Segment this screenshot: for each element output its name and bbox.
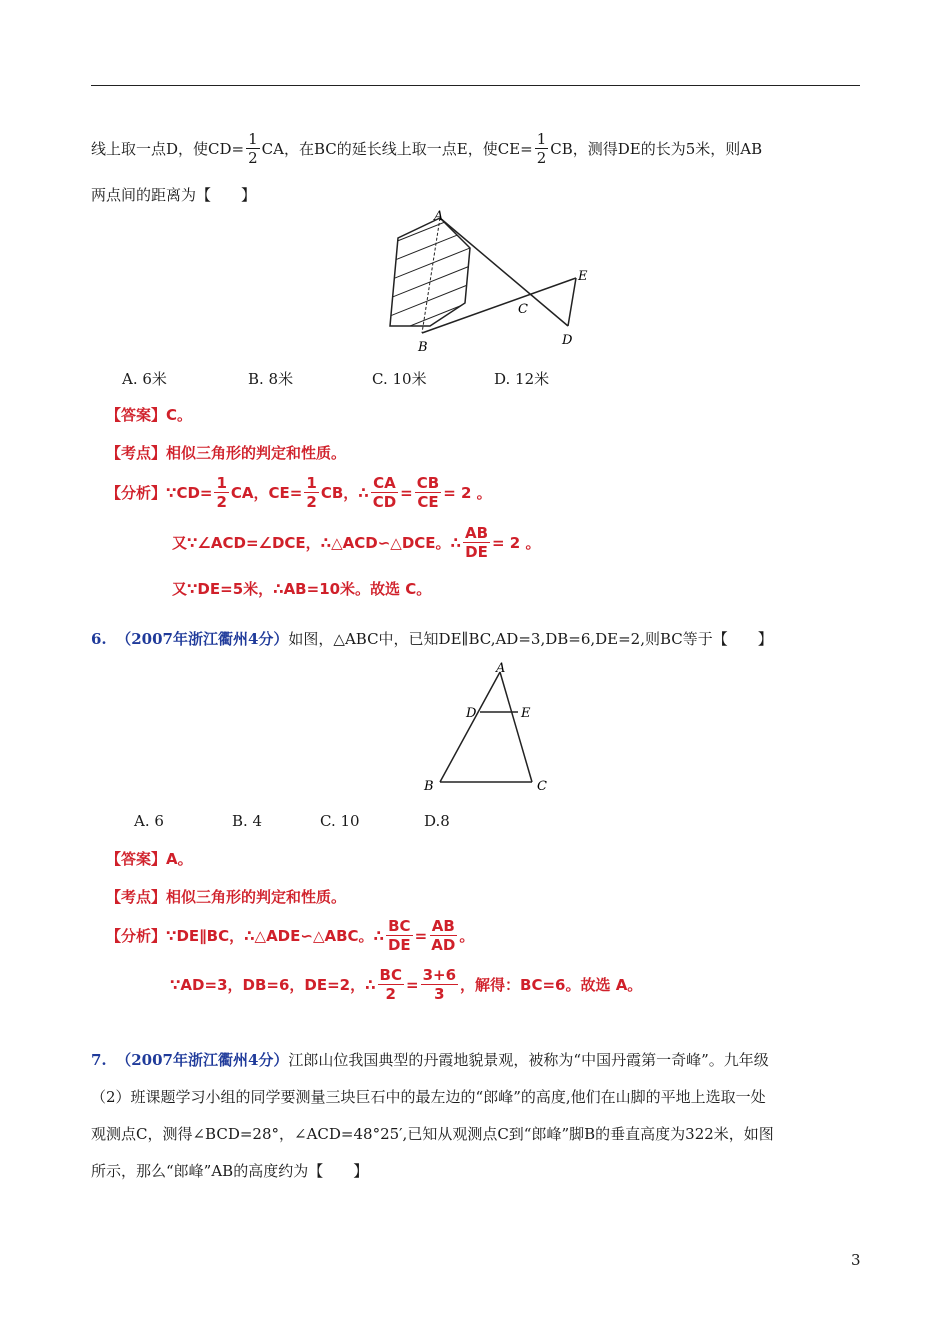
- half-fraction: $\frac{1}{2}$: [248, 130, 258, 167]
- q5-figure: [380, 208, 600, 358]
- q5-fenxi-line2: 又∵∠ACD=∠DCE，∴△ACD∽△DCE。∴ $\frac{AB}{DE}$ = 2 。: [172, 524, 541, 561]
- q6-option-b: B. 4: [232, 812, 263, 830]
- segment-be: [422, 278, 576, 333]
- q5-line2: 两点间的距离为【 】: [91, 186, 257, 204]
- q5-option-d: D. 12米: [494, 370, 550, 388]
- q5-fenxi-line1: 【分析】 ∵CD= $\frac{1}{2}$ CA，CE= $\frac{1}{2}$ CB，∴ $\frac{CA}{CD}$ = $\frac{CB}{CE}$ = 2 。: [106, 474, 492, 511]
- header-rule: [91, 85, 860, 86]
- q7-line1: 7. （2007年浙江衢州4分）江郎山位我国典型的丹霞地貌景观，被称为“中国丹霞第一奇峰”。九年级: [91, 1051, 769, 1069]
- label-a: A: [496, 661, 506, 676]
- label-e: E: [521, 706, 531, 721]
- q5-option-c: C. 10米: [372, 370, 427, 388]
- page-number: 3: [851, 1251, 861, 1269]
- rock-outline: [390, 218, 470, 326]
- q6-option-d: D.8: [424, 812, 450, 830]
- q7-line3: 观测点C，测得∠BCD=28°，∠ACD=48°25′,已知从观测点C到“郎峰”脚B的垂直高度为322米，如图: [91, 1125, 774, 1143]
- q6-stem: 6. （2007年浙江衢州4分）如图，△ABC中，已知DE∥BC,AD=3,DB=6,DE=2,则BC等于【 】: [91, 630, 773, 648]
- q6-kaodian: 【考点】相似三角形的判定和性质。: [106, 888, 347, 906]
- q5-line1: 线上取一点D，使CD= $\frac{1}{2}$ CA，在BC的延长线上取一点E，使CE= $\frac{1}{2}$ CB，测得DE的长为5米，则AB: [91, 130, 763, 167]
- q5-fenxi-line3: 又∵DE=5米，∴AB=10米。故选 C。: [172, 580, 432, 598]
- label-d: D: [466, 706, 477, 721]
- segment-ad: [440, 218, 568, 326]
- q6-figure: [420, 660, 560, 800]
- q6-option-a: A. 6: [134, 812, 164, 830]
- q5-option-b: B. 8米: [248, 370, 294, 388]
- label-e: E: [578, 269, 588, 284]
- q5-answer: 【答案】C。: [106, 406, 193, 424]
- label-c: C: [537, 779, 547, 794]
- segment-ab: [422, 218, 440, 333]
- q7-line4: 所示，那么“郎峰”AB的高度约为【 】: [91, 1162, 369, 1180]
- label-b: B: [418, 340, 428, 355]
- q5-option-a: A. 6米: [122, 370, 167, 388]
- half-fraction: $\frac{1}{2}$: [536, 130, 547, 167]
- segment-ab: [440, 672, 500, 782]
- label-b: B: [424, 779, 434, 794]
- q6-fenxi-line2: ∵AD=3，DB=6，DE=2，∴ $\frac{BC}{2}$ = $\frac{3+6}{3}$ ，解得：BC=6。故选 A。: [170, 966, 643, 1003]
- segment-ac: [500, 672, 532, 782]
- segment-de: [568, 278, 576, 326]
- q5-kaodian: 【考点】相似三角形的判定和性质。: [106, 444, 347, 462]
- q6-fenxi-line1: 【分析】 ∵DE∥BC，∴△ADE∽△ABC。∴ $\frac{BC}{DE}$ = $\frac{AB}{AD}$ 。: [106, 917, 475, 954]
- q7-line2: （2）班课题学习小组的同学要测量三块巨石中的最左边的“郎峰”的高度,他们在山脚的平地上选取一处: [91, 1088, 766, 1106]
- label-a: A: [434, 209, 444, 224]
- q6-answer: 【答案】A。: [106, 850, 193, 868]
- label-c: C: [518, 302, 528, 317]
- q6-option-c: C. 10: [320, 812, 360, 830]
- label-d: D: [562, 333, 573, 348]
